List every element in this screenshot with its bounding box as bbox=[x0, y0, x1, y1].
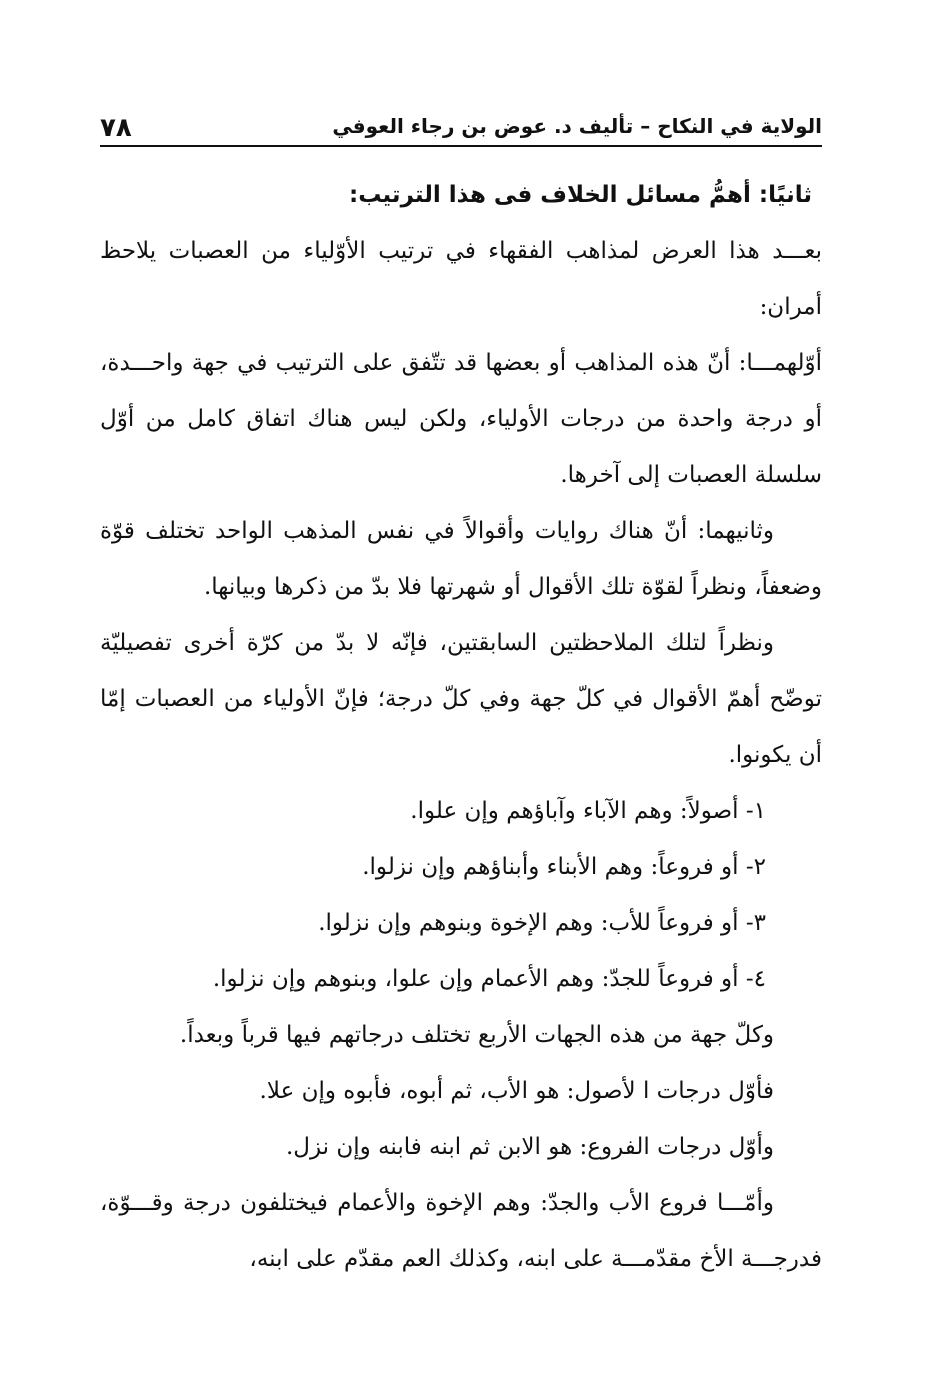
second-point-paragraph: وثانيهما: أنّ هناك روايات وأقوالاً في نفس المذهب الواحد تختلف قوّة وضعفاً، ونظراً لقوّة تلك الأقوال أو شهرتها فلا بدّ من ذكرها وبيانها. bbox=[100, 518, 822, 600]
page-body bbox=[100, 167, 822, 1287]
roots-degree-paragraph: فأوّل درجات ا لأصول: هو الأب، ثم أبوه، فأبوه وإن علا. bbox=[259, 1078, 774, 1104]
father-grandfather-branches-paragraph: وأمّـــا فروع الأب والجدّ: وهم الإخوة والأعمام فيختلفون درجة وقـــوّة، فدرجـــة الأخ مقدّمـــة على ابنه، وكذلك العم مقدّم على ابنه، bbox=[100, 1190, 822, 1272]
book-page bbox=[100, 105, 822, 1287]
section-heading: ثانيًا: أهمُّ مسائل الخلاف فى هذا الترتيب: bbox=[349, 182, 812, 208]
first-point-paragraph: أوّلهمـــا: أنّ هذه المذاهب أو بعضها قد تتّفق على الترتيب في جهة واحـــدة، أو درجة واحدة من درجات الأولياء، ولكن ليس هناك اتفاق كامل من أوّل سلسلة العصبات إلى آخرها. bbox=[100, 350, 822, 488]
list-item: ٤- أو فروعاً للجدّ: وهم الأعمام وإن علوا، وبنوهم وإن نزلوا. bbox=[212, 966, 766, 992]
list-item: ١- أصولاً: وهم الآباء وآباؤهم وإن علوا. bbox=[410, 798, 766, 824]
list-item: ٢- أو فروعاً: وهم الأبناء وأبناؤهم وإن نزلوا. bbox=[362, 854, 766, 880]
page-number: ٧٨ bbox=[100, 113, 132, 143]
directions-paragraph: وكلّ جهة من هذه الجهات الأربع تختلف درجاتهم فيها قرباً وبعداً. bbox=[179, 1022, 774, 1048]
running-title: الولاية في النكاح – تأليف د. عوض بن رجاء العوفي bbox=[332, 114, 822, 138]
conclusion-paragraph: ونظراً لتلك الملاحظتين السابقتين، فإنّه لا بدّ من كرّة أخرى تفصيليّة توضّح أهمّ الأقوال في كلّ جهة وفي كلّ درجة؛ فإنّ الأولياء من العصبات إمّا أن يكونوا. bbox=[100, 630, 822, 768]
intro-paragraph: بعـــد هذا العرض لمذاهب الفقهاء في ترتيب الأوّلياء من العصبات يلاحظ أمران: bbox=[100, 238, 822, 320]
list-item: ٣- أو فروعاً للأب: وهم الإخوة وبنوهم وإن نزلوا. bbox=[318, 910, 766, 936]
page-header bbox=[100, 105, 822, 147]
branches-degree-paragraph: وأوّل درجات الفروع: هو الابن ثم ابنه فابنه وإن نزل. bbox=[285, 1134, 774, 1160]
